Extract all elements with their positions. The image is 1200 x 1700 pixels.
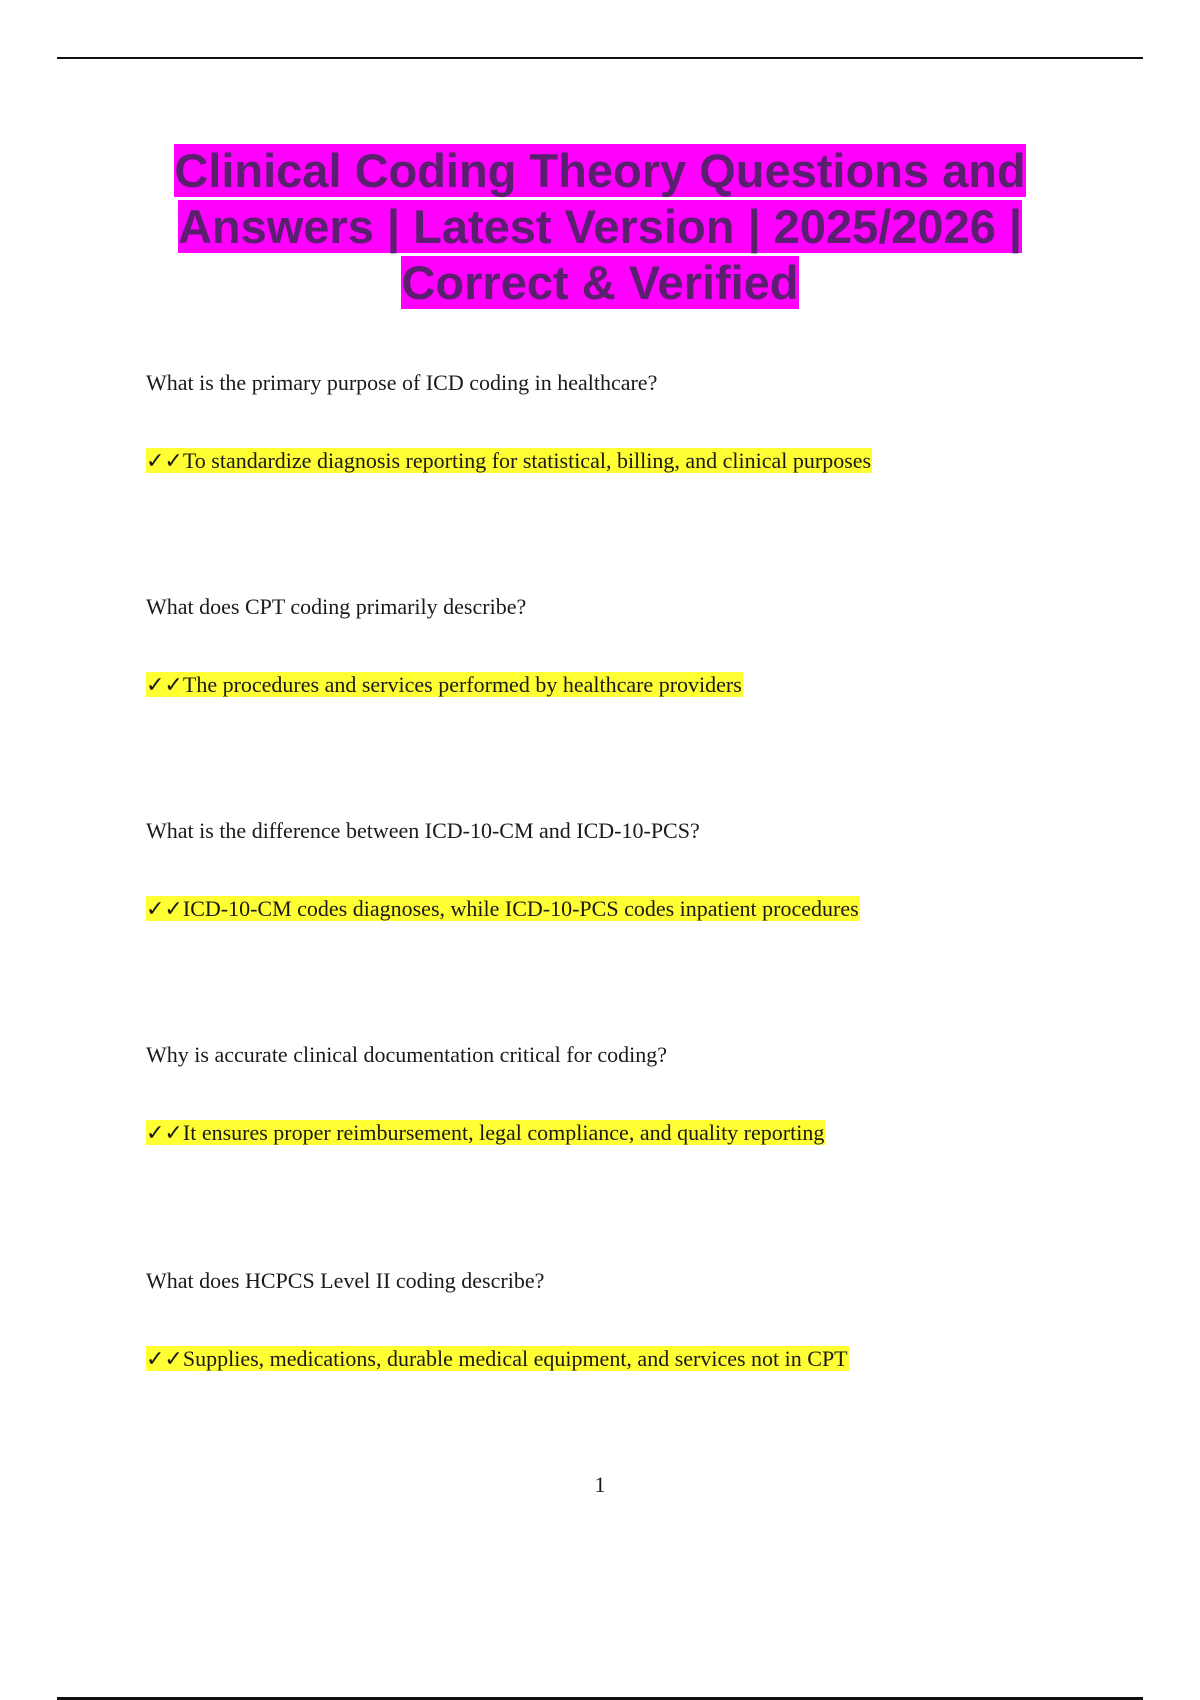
document-title: [100, 143, 1100, 311]
answer-body: Supplies, medications, durable medical equipment, and services not in CPT: [182, 1346, 848, 1371]
double-check-icon: ✓✓: [146, 1347, 183, 1372]
double-check-icon: ✓✓: [146, 673, 183, 698]
double-check-icon: ✓✓: [146, 1121, 183, 1146]
double-check-icon: ✓✓: [146, 897, 183, 922]
qa-item-2: [146, 592, 1146, 698]
answer-body: To standardize diagnosis reporting for statistical, billing, and clinical purposes: [182, 448, 872, 473]
qa-item-5: [146, 1266, 1146, 1372]
question-text: What does HCPCS Level II coding describe?: [146, 1268, 545, 1293]
answer-text: [146, 444, 872, 479]
question-text: What does CPT coding primarily describe?: [146, 594, 527, 619]
double-check-icon: ✓✓: [146, 449, 183, 474]
question-text: What is the primary purpose of ICD coding in healthcare?: [146, 370, 658, 395]
qa-item-3: [146, 816, 1146, 922]
answer-text: [146, 1342, 849, 1377]
header-rule: [57, 57, 1143, 59]
answer-text: [146, 892, 860, 927]
title-line-1: Clinical Coding Theory Questions and: [174, 144, 1026, 197]
qa-item-4: [146, 1040, 1146, 1146]
qa-item-1: [146, 368, 1146, 474]
question-text: Why is accurate clinical documentation critical for coding?: [146, 1042, 668, 1067]
answer-text: [146, 668, 743, 703]
answer-body: It ensures proper reimbursement, legal compliance, and quality reporting: [182, 1120, 825, 1145]
page-number: 1: [594, 1472, 606, 1497]
answer-body: ICD-10-CM codes diagnoses, while ICD-10-PCS codes inpatient procedures: [182, 896, 859, 921]
answer-text: [146, 1116, 825, 1151]
title-line-2: Answers | Latest Version | 2025/2026 |: [177, 200, 1023, 253]
title-line-3: Correct & Verified: [401, 256, 799, 309]
answer-body: The procedures and services performed by healthcare providers: [182, 672, 742, 697]
question-text: What is the difference between ICD-10-CM and ICD-10-PCS?: [146, 818, 700, 843]
